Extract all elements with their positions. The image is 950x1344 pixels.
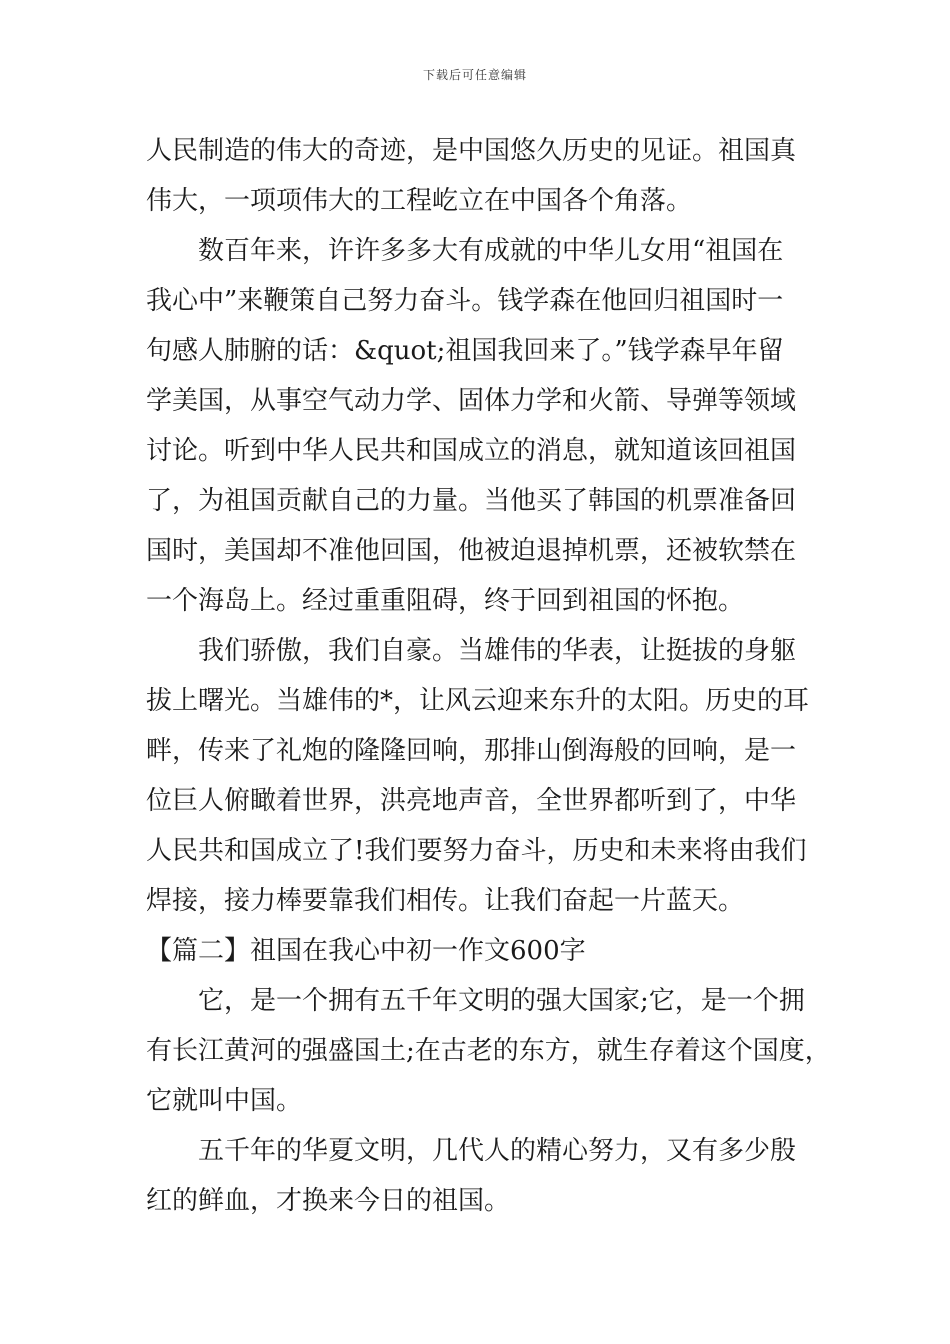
text-line: 了，为祖国贡献自己的力量。当他买了韩国的机票准备回 <box>146 486 797 516</box>
text-line: 国时，美国却不准他回国，他被迫退掉机票，还被软禁在 <box>146 536 797 566</box>
text-line: 它，是一个拥有五千年文明的强大国家;它，是一个拥 <box>146 986 805 1016</box>
text-line: 我们骄傲，我们自豪。当雄伟的华表，让挺拔的身躯 <box>146 636 797 666</box>
text-line: 人民制造的伟大的奇迹，是中国悠久历史的见证。祖国真 <box>146 136 797 166</box>
text-line: 学美国，从事空气动力学、固体力学和火箭、导弹等领域 <box>146 386 797 416</box>
text-line: 位巨人俯瞰着世界，洪亮地声音，全世界都听到了，中华 <box>146 786 797 816</box>
text-line: 它就叫中国。 <box>146 1086 303 1116</box>
text-line: 句感人肺腑的话：&quot;祖国我回来了。”钱学森早年留 <box>146 336 784 366</box>
document-body <box>146 126 846 1226</box>
page-header: 下载后可任意编辑 <box>422 68 527 82</box>
text-line: 有长江黄河的强盛国土;在古老的东方，就生存着这个国度， <box>146 1036 831 1066</box>
text-line: 伟大，一项项伟大的工程屹立在中国各个角落。 <box>146 186 693 216</box>
text-line: 拔上曙光。当雄伟的*，让风云迎来东升的太阳。历史的耳 <box>146 686 810 716</box>
text-line: 讨论。听到中华人民共和国成立的消息，就知道该回祖国 <box>146 436 797 466</box>
text-line: 数百年来，许许多多大有成就的中华儿女用“祖国在 <box>146 236 784 266</box>
section-heading: 【篇二】祖国在我心中初一作文600字 <box>146 936 586 966</box>
text-line: 红的鲜血，才换来今日的祖国。 <box>146 1186 511 1216</box>
text-line: 焊接，接力棒要靠我们相传。让我们奋起一片蓝天。 <box>146 886 745 916</box>
text-line: 一个海岛上。经过重重阻碍，终于回到祖国的怀抱。 <box>146 586 745 616</box>
text-line: 畔，传来了礼炮的隆隆回响，那排山倒海般的回响，是一 <box>146 736 797 766</box>
text-line: 我心中”来鞭策自己努力奋斗。钱学森在他回归祖国时一 <box>146 286 784 316</box>
text-line: 五千年的华夏文明，几代人的精心努力，又有多少殷 <box>146 1136 797 1166</box>
text-line: 人民共和国成立了!我们要努力奋斗，历史和未来将由我们 <box>146 836 807 866</box>
